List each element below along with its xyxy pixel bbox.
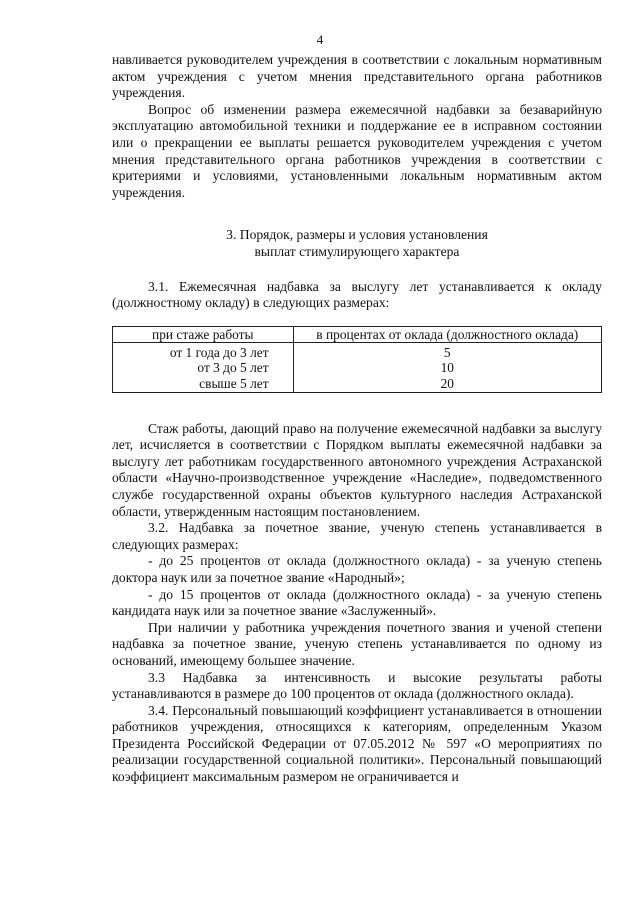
- paragraph-both-titles: При наличии у работника учреждения почетного звания и ученой степени надбавка за почетное звание, ученую степень устанавливается по одному из оснований, имеющему большее значение.: [112, 619, 602, 668]
- page-number: 4: [316, 32, 324, 47]
- paragraph-continuation: навливается руководителем учреждения в соответствии с локальным нормативным актом учреждения с учетом мнения представительного органа работников учреждения.: [112, 52, 602, 101]
- table-row: [113, 360, 602, 376]
- paragraph-seniority: Стаж работы, дающий право на получение ежемесячной надбавки за выслугу лет, исчисляется в соответствии с Порядком выплаты ежемесячной надбавки за выслугу лет работникам государственного автономного учреждения Астраханской области «Научно-производственное учреждение «Наследие», подведомственного службе государственной охраны объектов культурного наследия Астраханской области, утвержденным настоящим постановлением.: [112, 420, 602, 519]
- paragraph-3-1: 3.1. Ежемесячная надбавка за выслугу лет устанавливается к окладу (должностному окладу) в следующих размерах:: [112, 278, 602, 311]
- paragraph-3-2-item-candidate: - до 15 процентов от оклада (должностного оклада) - за ученую степень кандидата наук или за почетное звание «Заслуженный».: [112, 586, 602, 619]
- paragraph-bonus-change: Вопрос об изменении размера ежемесячной надбавки за безаварийную эксплуатацию автомобильной техники и поддержание ее в исправном состоянии или о прекращении ее выплаты решается руководителем учреждения с учетом мнения представительного органа работников учреждения в соответствии с критериями и условиями, установленными локальным нормативным актом учреждения.: [112, 101, 602, 200]
- paragraph-3-4: 3.4. Персональный повышающий коэффициент устанавливается в отношении работников учреждения, относящихся к категориям, определенным Указом Президента Российской Федерации от 07.05.2012 № 597 «О мероприятиях по реализации государственной социальной политики». Персональный повышающий коэффициент максимальным размером не ограничивается и: [112, 702, 602, 785]
- document-body: [112, 52, 602, 786]
- table-row: [113, 376, 602, 392]
- table-cell: от 1 года до 3 лет: [113, 345, 294, 361]
- table-cell: свыше 5 лет: [113, 376, 294, 392]
- table-cell: от 3 до 5 лет: [113, 360, 294, 376]
- section-heading: [112, 227, 602, 260]
- seniority-table: [112, 326, 602, 393]
- section-heading-line2: выплат стимулирующего характера: [254, 243, 460, 259]
- paragraph-3-2: 3.2. Надбавка за почетное звание, ученую степень устанавливается в следующих размерах:: [112, 520, 602, 552]
- table-cell: 10: [293, 360, 601, 376]
- section-heading-line1: 3. Порядок, размеры и условия установления: [226, 227, 488, 243]
- table-row: [113, 345, 602, 361]
- table-header-cell: при стаже работы: [113, 326, 294, 343]
- table-header-cell: в процентах от оклада (должностного оклада): [293, 326, 601, 343]
- table-cell: 20: [293, 376, 601, 392]
- table-cell: 5: [293, 345, 601, 361]
- paragraph-3-3: 3.3 Надбавка за интенсивность и высокие результаты работы устанавливаются в размере до 100 процентов от оклада (должностного оклада).: [112, 669, 602, 702]
- table-header-row: [113, 326, 602, 343]
- paragraph-3-2-item-doctor: - до 25 процентов от оклада (должностного оклада) - за ученую степень доктора наук или за почетное звание «Народный»;: [112, 553, 602, 585]
